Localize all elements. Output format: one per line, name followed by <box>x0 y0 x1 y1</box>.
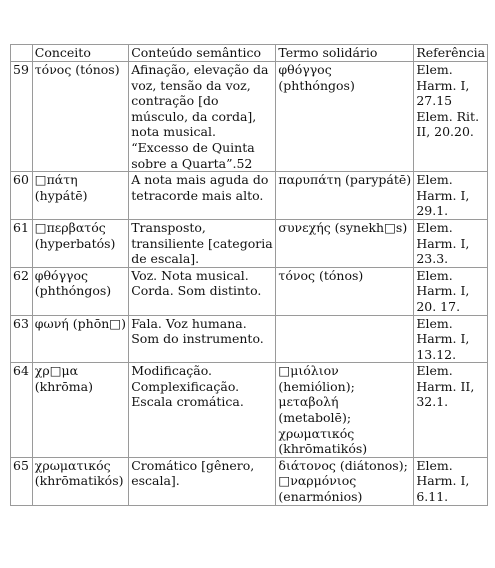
reference-cell: Elem. Harm. I, 29.1. <box>414 172 488 220</box>
header-conceito: Conceito <box>32 45 128 62</box>
table-row <box>11 457 488 505</box>
row-number: 64 <box>11 363 33 458</box>
table-row <box>11 363 488 458</box>
related-term-cell <box>276 315 414 363</box>
table-row <box>11 219 488 267</box>
semantic-content-cell: A nota mais aguda do tetracorde mais alto. <box>129 172 276 220</box>
concept-cell: τόνος (tónos) <box>32 62 128 172</box>
concept-table <box>10 44 488 506</box>
reference-cell: Elem. Harm. I, 6.11. <box>414 457 488 505</box>
reference-cell: Elem. Harm. I, 27.15 Elem. Rit. II, 20.20. <box>414 62 488 172</box>
header-termo: Termo solidário <box>276 45 414 62</box>
concept-cell: χρωματικός (khrōmatikós) <box>32 457 128 505</box>
row-number: 65 <box>11 457 33 505</box>
semantic-content-cell: Fala. Voz humana. Som do instrumento. <box>129 315 276 363</box>
row-number: 63 <box>11 315 33 363</box>
table-row <box>11 315 488 363</box>
concept-cell: χρ□μα (khrōma) <box>32 363 128 458</box>
table-row <box>11 62 488 172</box>
reference-cell: Elem. Harm. I, 20. 17. <box>414 267 488 315</box>
concept-cell: □πάτη (hypátē) <box>32 172 128 220</box>
semantic-content-cell: Transposto, transiliente [categoria de escala]. <box>129 219 276 267</box>
header-conteudo: Conteúdo semântico <box>129 45 276 62</box>
table-row <box>11 172 488 220</box>
concept-cell: φωνή (phōn□) <box>32 315 128 363</box>
semantic-content-cell: Voz. Nota musical. Corda. Som distinto. <box>129 267 276 315</box>
concept-cell: φθόγγος (phthóngos) <box>32 267 128 315</box>
row-number: 62 <box>11 267 33 315</box>
semantic-content-cell: Afinação, elevação da voz, tensão da voz, contração [do músculo, da corda], nota musical. “Excesso de Quinta sobre a Quarta”.52 <box>129 62 276 172</box>
row-number: 59 <box>11 62 33 172</box>
related-term-cell: διάτονος (diátonos); □ναρμόνιος (enarmónios) <box>276 457 414 505</box>
related-term-cell: συνεχής (synekh□s) <box>276 219 414 267</box>
related-term-cell: παρυπάτη (parypátē) <box>276 172 414 220</box>
row-number: 60 <box>11 172 33 220</box>
semantic-content-cell: Cromático [gênero, escala]. <box>129 457 276 505</box>
row-number: 61 <box>11 219 33 267</box>
table-row <box>11 267 488 315</box>
related-term-cell: □μιόλιον (hemiólion); μεταβολή (metabolē); χρωματικός (khrōmatikós) <box>276 363 414 458</box>
header-row <box>11 45 488 62</box>
concept-cell: □περβατός (hyperbatós) <box>32 219 128 267</box>
reference-cell: Elem. Harm. I, 13.12. <box>414 315 488 363</box>
header-referencia: Referência <box>414 45 488 62</box>
header-number <box>11 45 33 62</box>
related-term-cell: τόνος (tónos) <box>276 267 414 315</box>
reference-cell: Elem. Harm. II, 32.1. <box>414 363 488 458</box>
related-term-cell: φθόγγος (phthóngos) <box>276 62 414 172</box>
reference-cell: Elem. Harm. I, 23.3. <box>414 219 488 267</box>
semantic-content-cell: Modificação. Complexificação. Escala cromática. <box>129 363 276 458</box>
